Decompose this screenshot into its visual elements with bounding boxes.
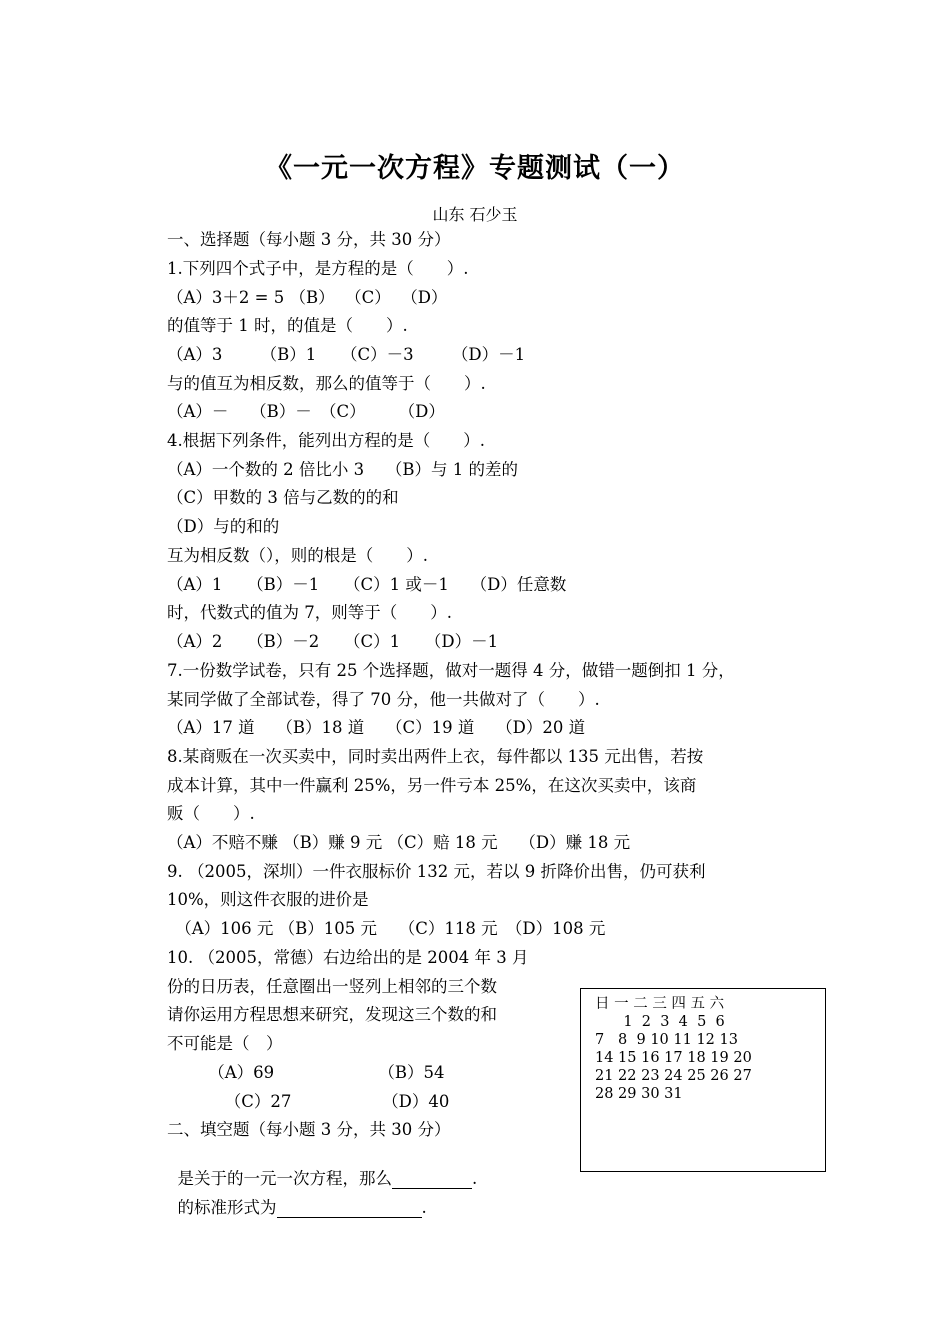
options-line: （A）106 元 （B）105 元 （C）118 元 （D）108 元 <box>167 919 606 938</box>
question-line: 份的日历表，任意圈出一竖列上相邻的三个数 <box>167 977 497 996</box>
options-line: （C）27 （D）40 <box>167 1092 450 1111</box>
options-line: （A）－ （B）－ （C） （D） <box>167 402 445 421</box>
options-line: （A）1 （B）－1 （C）1 或－1 （D）任意数 <box>167 575 567 594</box>
question-line: 互为相反数（），则的根是（ ）. <box>167 546 428 565</box>
fill-in-text: . <box>421 1198 427 1217</box>
question-line: 10%，则这件衣服的进价是 <box>167 890 369 909</box>
options-line: （A）不赔不赚 （B）赚 9 元 （C）赔 18 元 （D）赚 18 元 <box>167 833 631 852</box>
options-line: （A）3＋2 = 5 （B） （C） （D） <box>167 288 448 307</box>
calendar-header: 日 一 二 三 四 五 六 <box>595 996 725 1012</box>
question-line: 请你运用方程思想来研究，发现这三个数的和 <box>167 1005 497 1024</box>
question-line: 某同学做了全部试卷，得了 70 分，他一共做对了（ ）. <box>167 690 600 709</box>
options-line: （A）2 （B）－2 （C）1 （D）－1 <box>167 632 499 651</box>
question-line: 10. （2005，常德）右边给出的是 2004 年 3 月 <box>167 948 529 967</box>
question-line: 的值等于 1 时，的值是（ ）. <box>167 316 408 335</box>
options-line: （C）甲数的 3 倍与乙数的的和 <box>167 488 399 507</box>
question-line: 7.一份数学试卷，只有 25 个选择题，做对一题得 4 分，做错一题倒扣 1 分， <box>167 661 735 680</box>
question-line: 时，代数式的值为 7，则等于（ ）. <box>167 603 452 622</box>
question-line: 贩（ ）. <box>167 804 255 823</box>
options-line: （A）一个数的 2 倍比小 3 （B）与 1 的差的 <box>167 460 519 479</box>
page-title: 《一元一次方程》专题测试（一） <box>265 153 685 184</box>
section-heading: 二、填空题（每小题 3 分，共 30 分） <box>167 1120 451 1139</box>
fill-in-line <box>167 1178 427 1218</box>
calendar-row: 14 15 16 17 18 19 20 <box>595 1050 752 1066</box>
options-line: （A）69 （B）54 <box>167 1063 445 1082</box>
calendar-row: 28 29 30 31 <box>595 1086 683 1102</box>
section-heading: 一、选择题（每小题 3 分，共 30 分） <box>167 230 451 249</box>
question-line: 成本计算，其中一件赢利 25%，另一件亏本 25%，在这次买卖中，该商 <box>167 776 697 795</box>
author-line: 山东 石少玉 <box>432 205 518 224</box>
fill-in-text: 是关于的一元一次方程，那么 <box>177 1169 392 1188</box>
question-line: 4.根据下列条件，能列出方程的是（ ）. <box>167 431 485 450</box>
calendar-row: 7 8 9 10 11 12 13 <box>595 1032 738 1048</box>
question-line: 与的值互为相反数，那么的值等于（ ）. <box>167 374 486 393</box>
calendar-box <box>580 988 826 1172</box>
fill-in-text: . <box>472 1169 478 1188</box>
question-line: 9. （2005，深圳）一件衣服标价 132 元，若以 9 折降价出售，仍可获利 <box>167 862 706 881</box>
answer-blank[interactable] <box>277 1201 422 1218</box>
calendar-row: 1 2 3 4 5 6 <box>595 1014 725 1030</box>
fill-in-text: 的标准形式为 <box>177 1198 277 1217</box>
options-line: （A）3 （B）1 （C）－3 （D）－1 <box>167 345 526 364</box>
options-line: （D）与的和的 <box>167 517 280 536</box>
question-line: 1.下列四个式子中，是方程的是（ ）. <box>167 259 469 278</box>
options-line: （A）17 道 （B）18 道 （C）19 道 （D）20 道 <box>167 718 586 737</box>
question-line: 不可能是（ ） <box>167 1034 283 1053</box>
calendar-row: 21 22 23 24 25 26 27 <box>595 1068 752 1084</box>
question-line: 8.某商贩在一次买卖中，同时卖出两件上衣，每件都以 135 元出售，若按 <box>167 747 704 766</box>
